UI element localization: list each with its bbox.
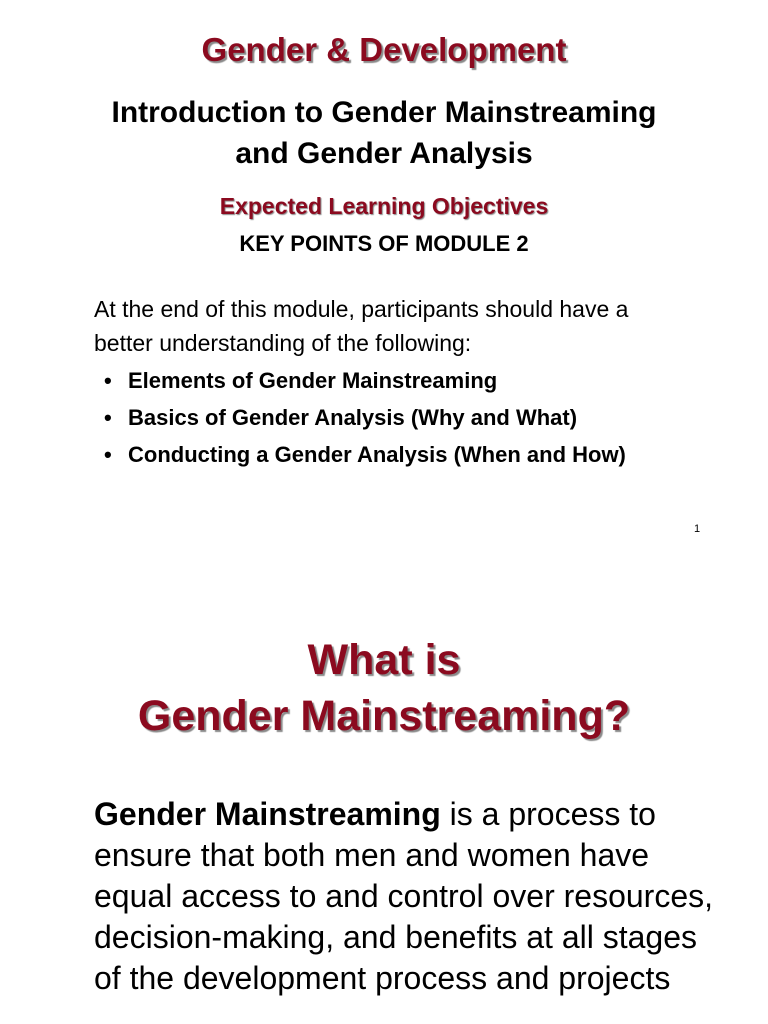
definition-paragraph [94, 794, 714, 999]
definition-term: Gender Mainstreaming [94, 796, 441, 832]
slide-2 [0, 560, 768, 1024]
bullet-icon: • [104, 405, 112, 430]
list-item-text: Basics of Gender Analysis (Why and What) [128, 405, 578, 430]
slide-title: Gender & Development [201, 31, 567, 68]
bullet-icon: • [104, 442, 112, 467]
title-line-1: What is [307, 636, 461, 684]
intro-line-2: better understanding of the following: [94, 330, 472, 356]
intro-paragraph [94, 292, 714, 360]
definition-text: is a process to ensure that both men and women have equal access to and control over resources, decision-making, and benefits at all stages of the development process and projects [94, 796, 713, 996]
objectives-list [94, 365, 674, 476]
slide-subtitle [40, 92, 728, 174]
title-line-2: Gender Mainstreaming? [137, 692, 631, 740]
list-item [94, 439, 674, 471]
subtitle-line-1: Introduction to Gender Mainstreaming [111, 96, 657, 129]
bullet-icon: • [104, 368, 112, 393]
key-points-heading: KEY POINTS OF MODULE 2 [239, 231, 529, 256]
page-number: 1 [694, 523, 701, 535]
objectives-heading: Expected Learning Objectives [219, 193, 549, 219]
subtitle-line-2: and Gender Analysis [235, 137, 533, 170]
slide-title [0, 632, 768, 744]
list-item-text: Elements of Gender Mainstreaming [128, 368, 498, 393]
list-item [94, 365, 674, 397]
list-item [94, 402, 674, 434]
list-item-text: Conducting a Gender Analysis (When and How) [128, 442, 626, 467]
intro-line-1: At the end of this module, participants should have a [94, 296, 629, 322]
